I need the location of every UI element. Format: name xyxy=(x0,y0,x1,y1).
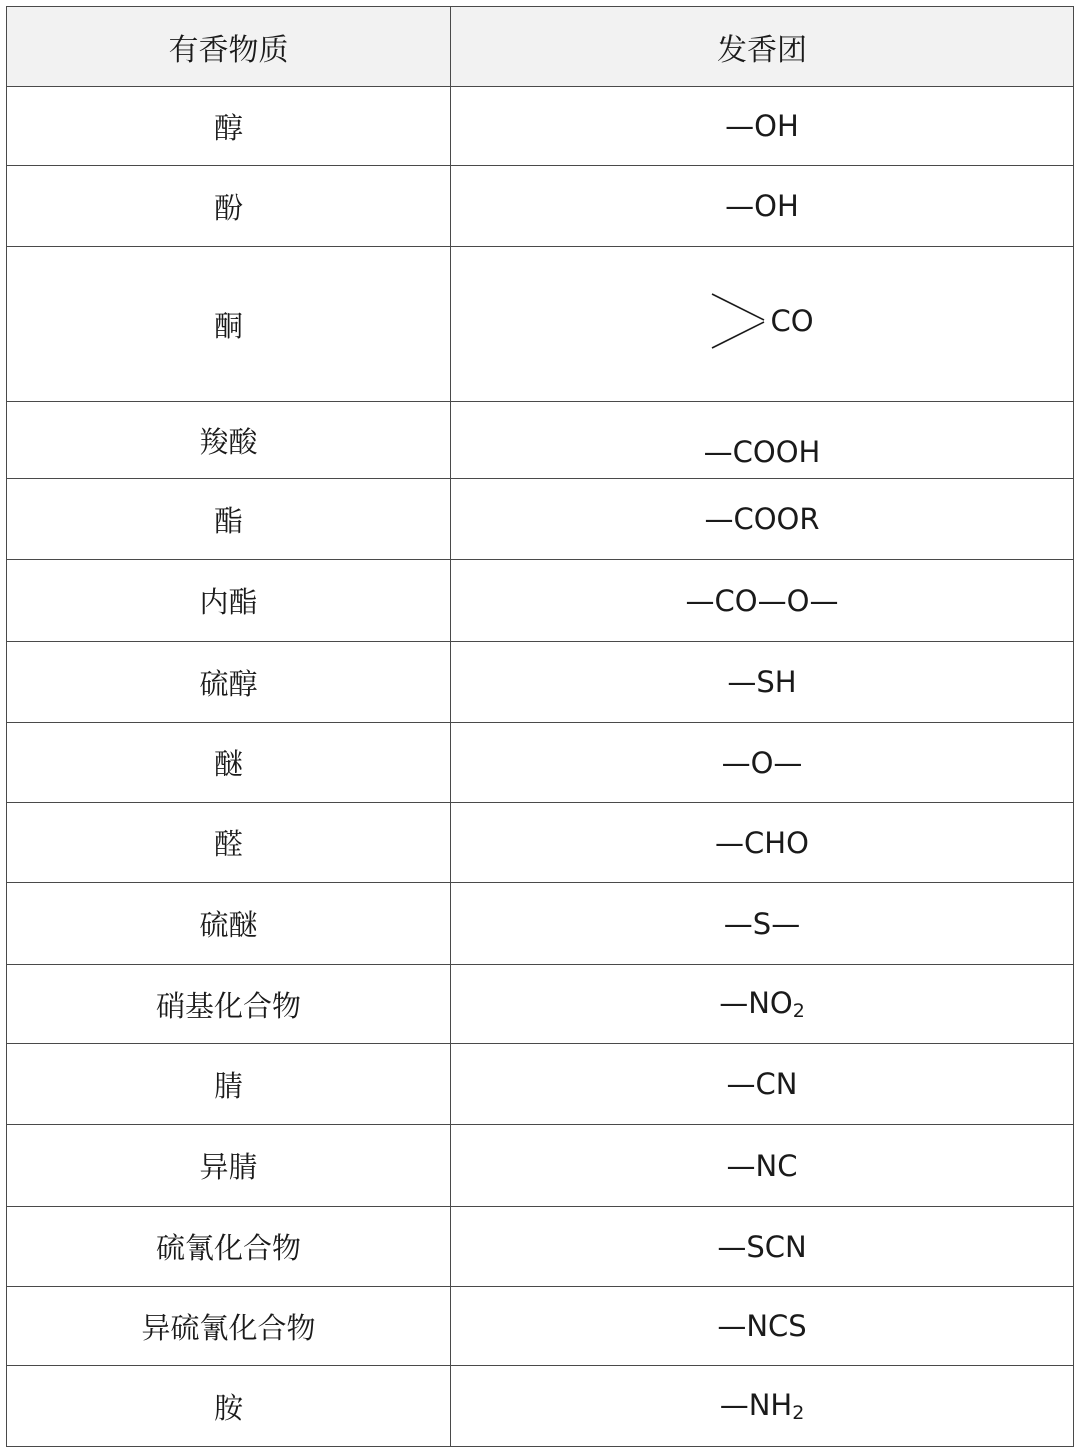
substance-cell: 醛 xyxy=(7,803,451,883)
group-cell xyxy=(451,402,1074,479)
table-row xyxy=(7,965,1074,1044)
substance-cell: 胺 xyxy=(7,1366,451,1447)
group-cell xyxy=(451,965,1074,1044)
substance-cell: 羧酸 xyxy=(7,402,451,479)
group-text: —COOH xyxy=(703,435,821,469)
group-cell: —NCS xyxy=(451,1287,1074,1366)
table-row xyxy=(7,642,1074,723)
table-row xyxy=(7,560,1074,642)
substance-cell: 硝基化合物 xyxy=(7,965,451,1044)
substance-cell: 酮 xyxy=(7,247,451,402)
aroma-group-table xyxy=(6,6,1074,1447)
table-row xyxy=(7,883,1074,965)
table-row xyxy=(7,723,1074,803)
substance-cell: 内酯 xyxy=(7,560,451,642)
group-cell: —SH xyxy=(451,642,1074,723)
table-row xyxy=(7,166,1074,247)
table-row xyxy=(7,1287,1074,1366)
table-row xyxy=(7,1366,1074,1447)
table-row xyxy=(7,1207,1074,1287)
substance-cell: 硫氰化合物 xyxy=(7,1207,451,1287)
table-row xyxy=(7,402,1074,479)
group-cell: —CHO xyxy=(451,803,1074,883)
header-substance: 有香物质 xyxy=(7,7,451,87)
table-header-row xyxy=(7,7,1074,87)
header-group: 发香团 xyxy=(451,7,1074,87)
substance-cell: 硫醚 xyxy=(7,883,451,965)
group-cell: —SCN xyxy=(451,1207,1074,1287)
group-cell xyxy=(451,247,1074,402)
group-cell: —COOR xyxy=(451,479,1074,560)
group-cell: —OH xyxy=(451,166,1074,247)
group-cell: —CO—O— xyxy=(451,560,1074,642)
ketone-group xyxy=(710,292,813,350)
substance-cell: 醚 xyxy=(7,723,451,803)
table-row xyxy=(7,1044,1074,1125)
group-text: —NO xyxy=(719,986,793,1020)
substance-cell: 异硫氰化合物 xyxy=(7,1287,451,1366)
group-cell: —NC xyxy=(451,1125,1074,1207)
subscript: 2 xyxy=(792,1000,805,1022)
subscript: 2 xyxy=(792,1402,805,1424)
table-row xyxy=(7,1125,1074,1207)
group-cell: —O— xyxy=(451,723,1074,803)
table-row xyxy=(7,247,1074,402)
ketone-bond-icon xyxy=(710,292,766,350)
substance-cell: 异腈 xyxy=(7,1125,451,1207)
group-cell xyxy=(451,1366,1074,1447)
table-row xyxy=(7,803,1074,883)
table-row xyxy=(7,87,1074,166)
substance-cell: 腈 xyxy=(7,1044,451,1125)
group-cell: —OH xyxy=(451,87,1074,166)
substance-cell: 醇 xyxy=(7,87,451,166)
group-text: —NH xyxy=(719,1388,793,1422)
table-row xyxy=(7,479,1074,560)
substance-cell: 酯 xyxy=(7,479,451,560)
ketone-label: CO xyxy=(770,303,814,338)
substance-cell: 硫醇 xyxy=(7,642,451,723)
group-cell: —CN xyxy=(451,1044,1074,1125)
group-cell: —S— xyxy=(451,883,1074,965)
substance-cell: 酚 xyxy=(7,166,451,247)
